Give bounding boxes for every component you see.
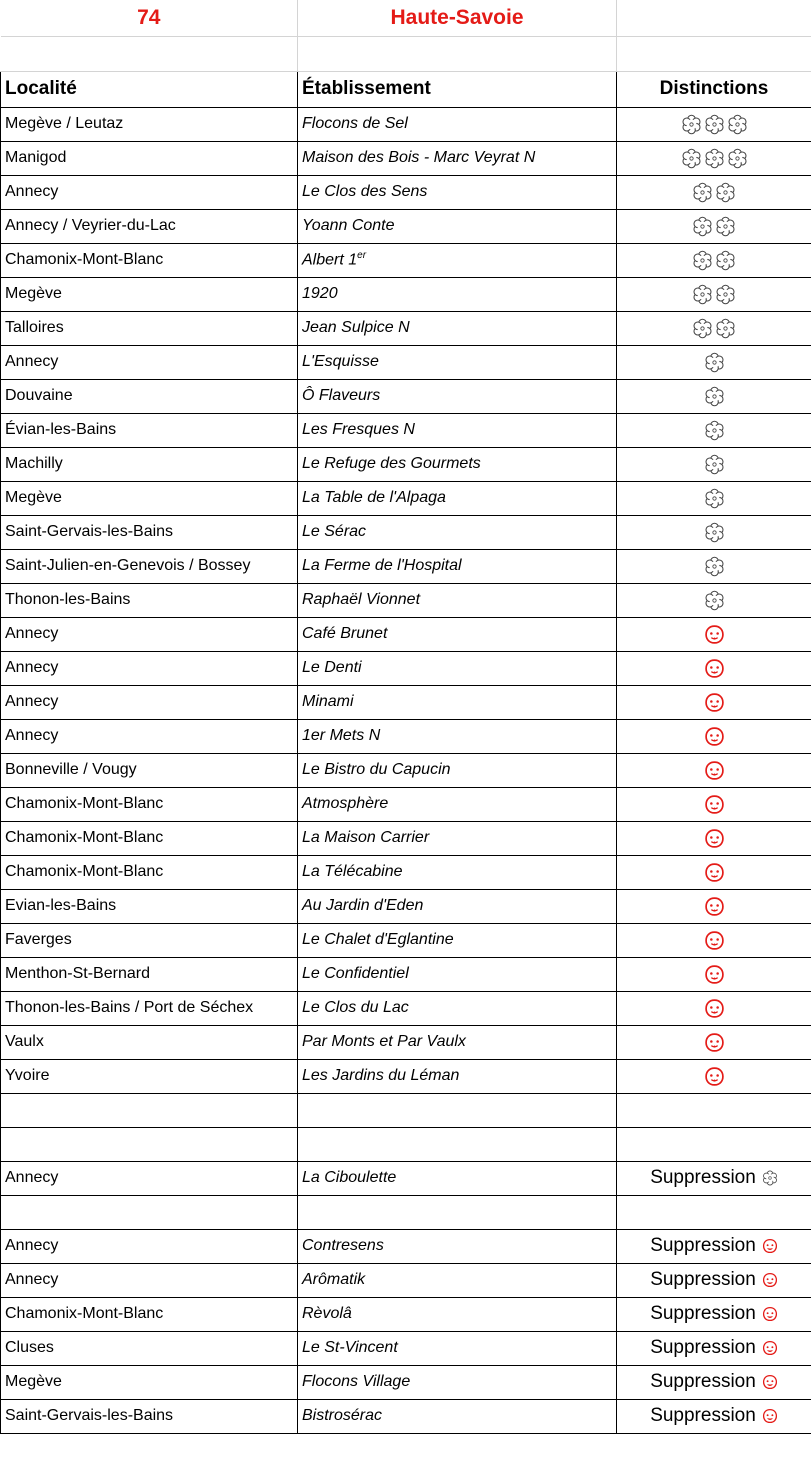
establishment-name: Café Brunet [302,625,388,642]
distinction-cell [617,141,811,175]
michelin-stars [704,556,725,577]
table-row [1,787,811,821]
distinction-cell [617,1263,811,1297]
bib-gourmand-icon [704,794,725,815]
michelin-star-icon [715,318,736,339]
bib-gourmand-icon [762,1340,778,1356]
blank-row [1,1093,811,1127]
establishment-name: La Ciboulette [302,1169,397,1186]
table-row [1,107,811,141]
distinction-cell [617,515,811,549]
michelin-star-icon [692,216,713,237]
table-row [1,1059,811,1093]
table-row [1,719,811,753]
suppression-label: Suppression [650,1371,756,1392]
establishment-name: 1920 [302,285,338,302]
bib-gourmand-icon [762,1306,778,1322]
locality-cell: Saint-Julien-en-Genevois / Bossey [1,549,298,583]
distinction-cell [617,821,811,855]
distinction-cell [617,957,811,991]
locality-cell: Manigod [1,141,298,175]
locality-cell: Faverges [1,923,298,957]
locality-cell: Vaulx [1,1025,298,1059]
table-row [1,1229,811,1263]
table-row [1,1365,811,1399]
suppression-label: Suppression [650,1167,756,1188]
bib-gourmand-icon [704,726,725,747]
locality-cell: Menthon-St-Bernard [1,957,298,991]
department-number: 74 [1,0,298,36]
establishment-cell [298,1025,617,1059]
locality-cell: Megève / Leutaz [1,107,298,141]
locality-cell: Thonon-les-Bains [1,583,298,617]
table-row [1,1161,811,1195]
establishment-cell [298,1297,617,1331]
table-row [1,991,811,1025]
establishment-cell [298,1399,617,1433]
michelin-stars [692,216,736,237]
establishment-name: Au Jardin d'Eden [302,897,424,914]
locality-cell: Saint-Gervais-les-Bains [1,515,298,549]
establishment-name: La Télécabine [302,863,403,880]
locality-cell: Thonon-les-Bains / Port de Séchex [1,991,298,1025]
establishment-cell [298,1229,617,1263]
suppression-label: Suppression [650,1269,756,1290]
locality-cell: Évian-les-Bains [1,413,298,447]
bib-gourmand-icon [762,1374,778,1390]
establishment-name: Arômatik [302,1271,366,1288]
establishment-name: Le Bistro du Capucin [302,761,451,778]
distinction-cell [617,651,811,685]
bib-gourmand-icon [704,930,725,951]
table-row [1,617,811,651]
establishment-cell [298,1365,617,1399]
distinction-cell [617,991,811,1025]
locality-cell: Annecy [1,685,298,719]
blank-row [1,1127,811,1161]
locality-cell: Saint-Gervais-les-Bains [1,1399,298,1433]
table-row [1,685,811,719]
blank-row [1,1195,811,1229]
establishment-cell [298,719,617,753]
table-row [1,753,811,787]
michelin-stars [692,284,736,305]
michelin-star-icon [704,420,725,441]
establishment-name: Flocons Village [302,1373,411,1390]
table-row [1,1297,811,1331]
distinction-cell [617,583,811,617]
establishment-name: Atmosphère [302,795,389,812]
establishment-name: Le Chalet d'Eglantine [302,931,454,948]
establishment-name: Albert 1 [302,251,358,269]
establishment-cell [298,1161,617,1195]
locality-cell: Bonneville / Vougy [1,753,298,787]
establishment-cell [298,1263,617,1297]
table-row [1,855,811,889]
distinction-cell [617,175,811,209]
locality-cell: Machilly [1,447,298,481]
table-row [1,889,811,923]
suppression-label: Suppression [650,1235,756,1256]
distinction-cell [617,685,811,719]
establishment-cell [298,277,617,311]
locality-cell: Yvoire [1,1059,298,1093]
establishment-name: La Ferme de l'Hospital [302,557,462,574]
table-row [1,345,811,379]
table-row [1,957,811,991]
locality-cell: Chamonix-Mont-Blanc [1,787,298,821]
distinction-cell [617,1399,811,1433]
michelin-star-icon [681,114,702,135]
locality-cell: Evian-les-Bains [1,889,298,923]
establishment-cell [298,1331,617,1365]
establishment-name: La Table de l'Alpaga [302,489,446,506]
distinction-cell [617,1229,811,1263]
establishment-name: Rèvolâ [302,1305,352,1322]
column-header-row [1,71,811,107]
locality-cell: Annecy [1,1263,298,1297]
michelin-star-icon [715,284,736,305]
establishment-cell [298,481,617,515]
establishment-cell [298,345,617,379]
establishment-name: Les Jardins du Léman [302,1067,460,1084]
establishment-name: Contresens [302,1237,384,1254]
establishment-name: Le Sérac [302,523,367,540]
distinction-cell [617,719,811,753]
establishment-cell [298,141,617,175]
establishment-name: Yoann Conte [302,217,395,234]
establishment-cell [298,515,617,549]
table-row [1,175,811,209]
establishment-cell [298,243,617,277]
michelin-stars [704,522,725,543]
table-row [1,209,811,243]
table-row [1,821,811,855]
michelin-star-icon [704,352,725,373]
establishment-name: Jean Sulpice N [302,319,410,336]
establishment-cell [298,685,617,719]
table-row [1,1331,811,1365]
distinction-cell [617,855,811,889]
bib-gourmand-icon [704,964,725,985]
establishment-cell [298,447,617,481]
michelin-stars [681,114,748,135]
establishment-cell [298,107,617,141]
establishment-cell [298,821,617,855]
table-row [1,1025,811,1059]
establishment-name: Bistrosérac [302,1407,383,1424]
suppression-label: Suppression [650,1337,756,1358]
establishment-name: Ô Flaveurs [302,387,381,404]
michelin-stars [704,386,725,407]
locality-cell: Annecy [1,617,298,651]
distinction-cell [617,1059,811,1093]
michelin-star-icon [715,182,736,203]
establishment-name: Raphaël Vionnet [302,591,421,608]
distinction-cell [617,209,811,243]
locality-cell: Douvaine [1,379,298,413]
michelin-stars [704,590,725,611]
distinction-cell [617,243,811,277]
establishment-name: Maison des Bois - Marc Veyrat N [302,149,536,166]
distinction-cell [617,277,811,311]
table-row [1,311,811,345]
locality-cell: Annecy [1,345,298,379]
distinction-cell [617,787,811,821]
establishment-cell [298,549,617,583]
department-name: Haute-Savoie [298,0,617,36]
locality-cell: Annecy [1,175,298,209]
establishment-name: Le St-Vincent [302,1339,398,1356]
establishment-cell [298,923,617,957]
establishment-cell [298,175,617,209]
distinction-cell [617,1365,811,1399]
michelin-star-icon [727,114,748,135]
distinction-cell [617,1161,811,1195]
establishment-cell [298,957,617,991]
michelin-stars [681,148,748,169]
bib-gourmand-icon [762,1238,778,1254]
locality-cell: Chamonix-Mont-Blanc [1,821,298,855]
distinction-cell [617,1297,811,1331]
distinction-cell [617,549,811,583]
michelin-stars [692,250,736,271]
table-row [1,583,811,617]
bib-gourmand-icon [704,658,725,679]
bib-gourmand-icon [762,1408,778,1424]
establishment-cell [298,855,617,889]
michelin-star-icon [681,148,702,169]
distinction-cell [617,311,811,345]
establishment-name: Le Denti [302,659,362,676]
michelin-star-icon [704,148,725,169]
michelin-star-icon [704,556,725,577]
distinction-cell [617,447,811,481]
michelin-star-icon [692,250,713,271]
bib-gourmand-icon [704,760,725,781]
michelin-star-icon [704,488,725,509]
distinction-cell [617,617,811,651]
establishment-cell [298,889,617,923]
distinction-cell [617,107,811,141]
locality-cell: Chamonix-Mont-Blanc [1,855,298,889]
establishment-cell [298,651,617,685]
bib-gourmand-icon [704,896,725,917]
michelin-stars [704,352,725,373]
establishment-name: Le Clos du Lac [302,999,409,1016]
establishment-name: La Maison Carrier [302,829,430,846]
bib-gourmand-icon [704,1066,725,1087]
establishment-name: Flocons de Sel [302,115,408,132]
locality-cell: Chamonix-Mont-Blanc [1,243,298,277]
table-row [1,243,811,277]
table-row [1,1263,811,1297]
table-row [1,1399,811,1433]
distinction-cell [617,379,811,413]
locality-cell: Annecy / Veyrier-du-Lac [1,209,298,243]
michelin-star-icon [727,148,748,169]
michelin-star-icon [762,1170,778,1186]
michelin-stars [704,420,725,441]
locality-cell: Cluses [1,1331,298,1365]
distinction-cell [617,1331,811,1365]
establishment-name: Par Monts et Par Vaulx [302,1033,466,1050]
establishment-cell [298,617,617,651]
bib-gourmand-icon [704,998,725,1019]
establishment-name: Le Refuge des Gourmets [302,455,481,472]
distinction-cell [617,889,811,923]
distinction-cell [617,413,811,447]
locality-cell: Annecy [1,1161,298,1195]
distinction-cell [617,481,811,515]
table-row [1,481,811,515]
suppression-label: Suppression [650,1303,756,1324]
michelin-star-icon [692,284,713,305]
blank-row [1,36,811,71]
table-row [1,277,811,311]
bib-gourmand-icon [704,624,725,645]
column-header-establishment: Établissement [298,71,617,107]
establishment-name: Les Fresques N [302,421,415,438]
table-row [1,651,811,685]
establishment-name: L'Esquisse [302,353,379,370]
locality-cell: Megève [1,1365,298,1399]
establishment-cell [298,787,617,821]
distinction-cell [617,345,811,379]
locality-cell: Annecy [1,651,298,685]
table-row [1,515,811,549]
column-header-locality: Localité [1,71,298,107]
michelin-stars [692,182,736,203]
department-row [1,0,811,36]
column-header-distinctions: Distinctions [617,71,811,107]
establishment-name: Le Confidentiel [302,965,409,982]
table-row [1,413,811,447]
table-row [1,549,811,583]
establishment-cell [298,379,617,413]
establishment-name: Le Clos des Sens [302,183,428,200]
empty-cell [617,0,811,36]
bib-gourmand-icon [704,862,725,883]
establishment-cell [298,1059,617,1093]
establishment-cell [298,991,617,1025]
michelin-star-icon [704,590,725,611]
distinction-cell [617,1025,811,1059]
locality-cell: Annecy [1,1229,298,1263]
establishment-cell [298,753,617,787]
locality-cell: Chamonix-Mont-Blanc [1,1297,298,1331]
table-row [1,923,811,957]
michelin-stars [704,454,725,475]
bib-gourmand-icon [704,828,725,849]
table-row [1,141,811,175]
michelin-star-icon [704,386,725,407]
distinction-cell [617,923,811,957]
michelin-star-icon [704,454,725,475]
table-row [1,379,811,413]
michelin-stars [704,488,725,509]
michelin-star-icon [704,114,725,135]
distinction-cell [617,753,811,787]
michelin-star-icon [692,318,713,339]
establishment-superscript: er [357,250,367,262]
michelin-star-icon [704,522,725,543]
bib-gourmand-icon [704,692,725,713]
bib-gourmand-icon [704,1032,725,1053]
establishment-name: Minami [302,693,354,710]
locality-cell: Annecy [1,719,298,753]
establishment-cell [298,413,617,447]
establishment-cell [298,583,617,617]
suppression-label: Suppression [650,1405,756,1426]
michelin-star-icon [692,182,713,203]
establishment-cell [298,311,617,345]
locality-cell: Megève [1,277,298,311]
table-row [1,447,811,481]
michelin-star-icon [715,216,736,237]
locality-cell: Megève [1,481,298,515]
establishment-name: 1er Mets N [302,727,381,744]
bib-gourmand-icon [762,1272,778,1288]
michelin-stars [692,318,736,339]
locality-cell: Talloires [1,311,298,345]
michelin-star-icon [715,250,736,271]
establishment-cell [298,209,617,243]
